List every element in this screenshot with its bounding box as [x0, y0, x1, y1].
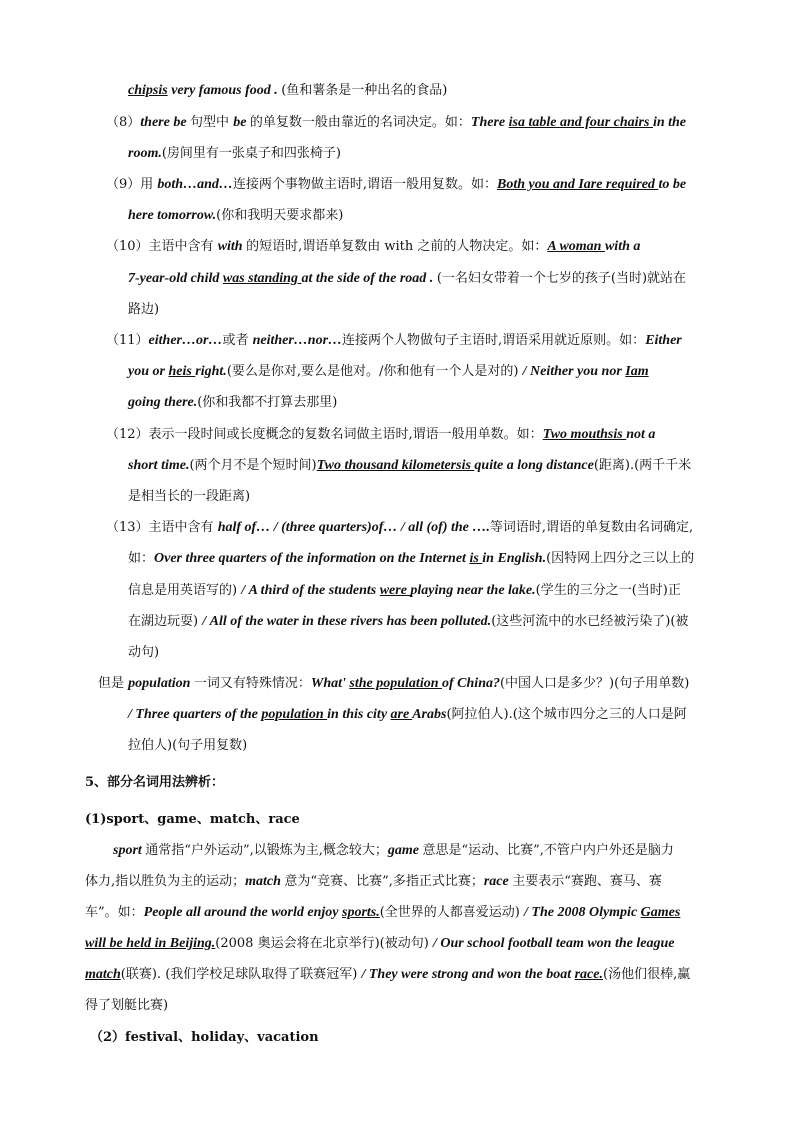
text-line — [128, 612, 688, 632]
text-line — [128, 206, 343, 226]
english-example: population — [128, 676, 194, 691]
english-example: What' — [310, 676, 350, 691]
underlined-example: Both you and Iare required — [497, 177, 659, 192]
text-run: （9）用 — [106, 177, 158, 192]
text-run: （10）主语中含有 — [106, 239, 218, 254]
english-example: There — [470, 115, 509, 130]
text-run: (2008 奥运会将在北京举行)(被动句) — [215, 936, 433, 951]
english-example: / A third of the students — [241, 583, 380, 598]
text-line — [106, 237, 640, 257]
text-line — [106, 518, 693, 538]
text-run: (学生的三分之一(当时)正 — [535, 583, 681, 598]
text-run: 在湖边玩耍) — [128, 614, 203, 629]
text-line — [85, 872, 662, 892]
text-run: (联赛). (我们学校足球队取得了联赛冠军) — [120, 967, 362, 982]
english-example: very famous food . — [167, 83, 282, 98]
text-run: (因特网上四分之三以上的 — [546, 551, 695, 566]
text-run: （12）表示一段时间或长度概念的复数名词做主语时,谓语一般用单数。如： — [106, 427, 543, 442]
english-example: you or — [128, 364, 169, 379]
text-line — [113, 841, 674, 861]
english-example: Either — [645, 333, 682, 348]
text-run: 5、部分名词用法辨析： — [85, 775, 225, 790]
text-line — [85, 903, 680, 923]
underlined-example: Games — [640, 905, 681, 920]
text-line — [128, 581, 681, 601]
english-example: with a — [604, 239, 641, 254]
text-run: 等词语时,谓语的单复数由名词确定, — [489, 520, 694, 535]
english-example: here tomorrow. — [128, 208, 217, 223]
english-example: 7-year-old child — [128, 271, 223, 286]
text-line — [128, 736, 247, 756]
text-run: 信息是用英语写的) — [128, 583, 242, 598]
text-run: (全世界的人都喜爱运动) — [379, 905, 525, 920]
text-line — [128, 269, 686, 289]
english-example: short time. — [128, 458, 190, 473]
underlined-example: heis — [168, 364, 196, 379]
underlined-example: are — [390, 707, 413, 722]
text-line — [85, 934, 674, 954]
text-run: 但是 — [98, 676, 129, 691]
english-example: with — [217, 239, 247, 254]
english-example: / Our school football team won the league — [432, 936, 675, 951]
text-line — [106, 331, 682, 351]
text-line — [85, 965, 690, 985]
text-run: 的短语时,谓语单复数由 with 之前的人物决定。如： — [246, 239, 548, 254]
text-run: (1)sport、game、match、race — [85, 812, 300, 827]
english-example: / The 2008 Olympic — [524, 905, 641, 920]
text-run: 通常指“户外运动”,以锻炼为主,概念较大； — [145, 843, 388, 858]
text-run: (汤他们很棒,赢 — [603, 967, 691, 982]
underlined-example: sthe population — [349, 676, 443, 691]
text-run: （2）festival、holiday、vacation — [90, 1030, 319, 1045]
underlined-example: match — [85, 967, 121, 982]
text-line — [98, 674, 689, 694]
underlined-example: is — [469, 551, 483, 566]
english-example: there be — [140, 115, 191, 130]
text-line — [128, 549, 694, 569]
text-run: 动句) — [128, 645, 160, 660]
english-example: going there. — [128, 395, 198, 410]
text-line — [85, 773, 224, 793]
english-example: match — [245, 874, 285, 889]
underlined-example: was standing — [222, 271, 302, 286]
underlined-example: will be held in Beijing. — [85, 936, 216, 951]
text-run: 体力,指以胜负为主的运动； — [85, 874, 246, 889]
text-line — [106, 113, 686, 133]
english-example: People all around the world enjoy — [143, 905, 342, 920]
text-run: 句型中 — [190, 115, 234, 130]
text-run: 或者 — [222, 333, 253, 348]
text-run: (房间里有一张桌子和四张椅子) — [161, 146, 341, 161]
english-example: playing near the lake. — [410, 583, 536, 598]
underlined-example: A woman — [547, 239, 605, 254]
text-run: 主要表示“赛跑、赛马、赛 — [512, 874, 662, 889]
text-line — [128, 81, 447, 101]
text-run: 拉伯人)(句子用复数) — [128, 738, 248, 753]
english-example: at the side of the road . — [301, 271, 437, 286]
english-example: race — [483, 874, 513, 889]
underlined-example: Two thousand kilometersis — [316, 458, 475, 473]
text-run: 路边) — [128, 302, 160, 317]
text-run: (你和我都不打算去那里) — [197, 395, 338, 410]
text-line — [85, 996, 168, 1016]
english-example: either…or… — [148, 333, 223, 348]
underlined-example: chipsis — [128, 83, 168, 98]
text-line — [90, 1028, 319, 1048]
text-line — [106, 175, 686, 195]
english-example: / All of the water in these rivers has been polluted. — [202, 614, 492, 629]
english-example: / Three quarters of the — [128, 707, 262, 722]
text-line — [128, 362, 649, 382]
text-run: (要么是你对,要么是他对。/你和他有一个人是对的) — [226, 364, 523, 379]
english-example: / Neither you nor — [522, 364, 626, 379]
english-example: sport — [113, 843, 146, 858]
text-line — [85, 810, 300, 830]
english-example: both…and… — [157, 177, 233, 192]
english-example: not a — [626, 427, 656, 442]
text-line — [128, 393, 337, 413]
english-example: be — [233, 115, 250, 130]
underlined-example: isa table and four chairs — [508, 115, 653, 130]
english-example: Arabs — [412, 707, 447, 722]
text-run: (这些河流中的水已经被污染了)(被 — [491, 614, 689, 629]
underlined-example: were — [379, 583, 411, 598]
underlined-example: Two mouthsis — [542, 427, 627, 442]
text-run: （13）主语中含有 — [106, 520, 218, 535]
text-run: (一名妇女带着一个七岁的孩子(当时)就站在 — [436, 271, 687, 286]
text-line — [128, 487, 250, 507]
text-run: (中国人口是多少？)(句子用单数) — [499, 676, 690, 691]
text-line — [128, 643, 159, 663]
text-run: （11） — [106, 333, 149, 348]
english-example: right. — [195, 364, 227, 379]
text-run: (阿拉伯人).(这个城市四分之三的人口是阿 — [446, 707, 687, 722]
text-line — [106, 425, 655, 445]
text-line — [128, 300, 159, 320]
english-example: in the — [652, 115, 687, 130]
english-example: room. — [128, 146, 162, 161]
text-run: 一词又有特殊情况： — [193, 676, 311, 691]
english-example: quite a long distance — [474, 458, 594, 473]
text-run: 意为“竞赛、比赛”,多指正式比赛； — [284, 874, 484, 889]
text-run: 如： — [128, 551, 155, 566]
text-run: 连接两个事物做主语时,谓语一般用复数。如： — [232, 177, 498, 192]
underlined-example: population — [261, 707, 328, 722]
english-example: to be — [658, 177, 687, 192]
text-line — [128, 456, 691, 476]
text-run: 得了划艇比赛) — [85, 998, 169, 1013]
text-line — [128, 705, 687, 725]
text-run: (距离).(两千千米 — [593, 458, 692, 473]
text-run: 是相当长的一段距离) — [128, 489, 251, 504]
text-run: （8） — [106, 115, 141, 130]
text-run: (两个月不是个短时间) — [189, 458, 317, 473]
english-example: half of… / (three quarters)of… / all (of) the …. — [217, 520, 490, 535]
text-run: 意思是“运动、比赛”,不管户内户外还是脑力 — [422, 843, 674, 858]
text-line — [128, 144, 341, 164]
text-run: 的单复数一般由靠近的名词决定。如： — [249, 115, 471, 130]
text-run: 连接两个人物做句子主语时,谓语采用就近原则。如： — [342, 333, 646, 348]
underlined-example: Iam — [625, 364, 649, 379]
underlined-example: race. — [574, 967, 603, 982]
english-example: Over three quarters of the information on the Internet — [154, 551, 470, 566]
english-example: in English. — [482, 551, 547, 566]
text-run: 车”。如： — [85, 905, 144, 920]
english-example: of China? — [442, 676, 500, 691]
text-run: (鱼和薯条是一种出名的食品) — [281, 83, 448, 98]
underlined-example: sports. — [342, 905, 380, 920]
english-example: / They were strong and won the boat — [361, 967, 575, 982]
english-example: neither…nor… — [252, 333, 343, 348]
english-example: in this city — [327, 707, 391, 722]
text-run: (你和我明天要求都来) — [216, 208, 344, 223]
english-example: game — [387, 843, 423, 858]
